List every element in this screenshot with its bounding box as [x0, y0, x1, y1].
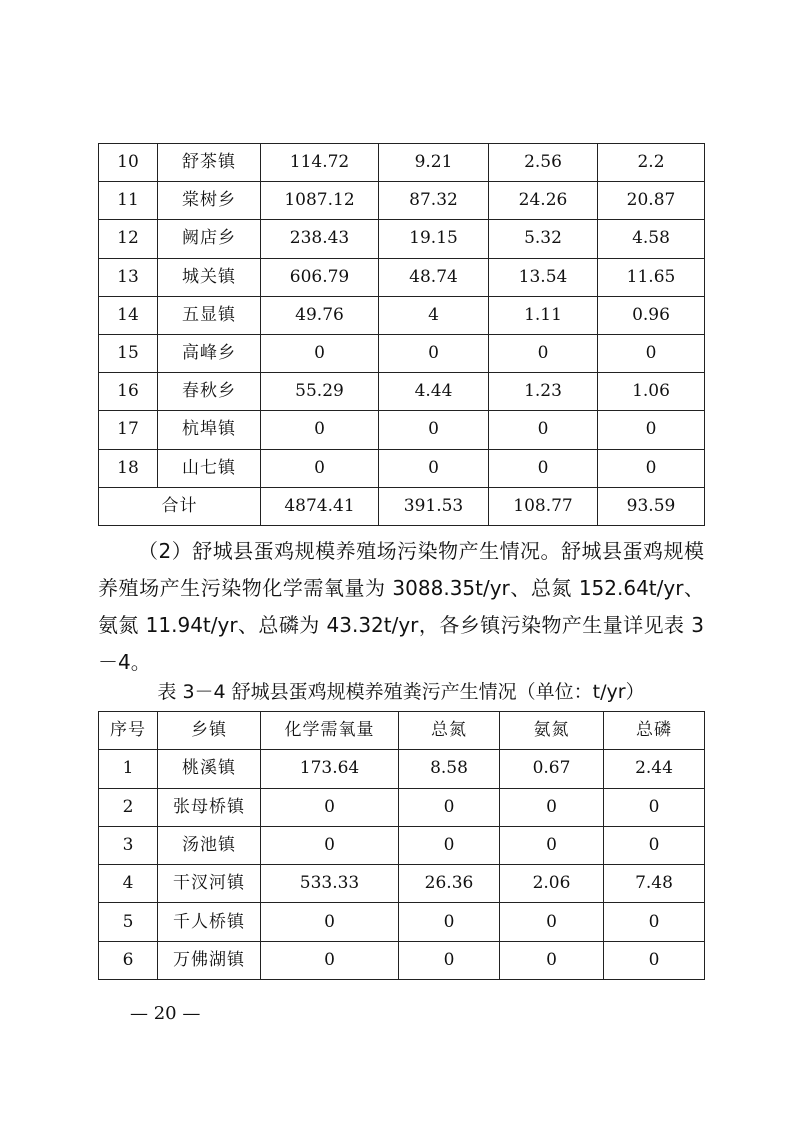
table-cell: 张母桥镇 [158, 788, 261, 826]
table-row [99, 449, 705, 487]
table-cell: 桃溪镇 [158, 750, 261, 788]
table-cell: 0 [261, 941, 399, 979]
table-caption: 表 3－4 舒城县蛋鸡规模养殖粪污产生情况（单位：t/yr） [157, 681, 645, 703]
table-cell: 0 [500, 941, 604, 979]
table-cell: 48.74 [379, 258, 489, 296]
table-cell: 18 [99, 449, 158, 487]
table-cell: 棠树乡 [158, 182, 261, 220]
table-cell: 9.21 [379, 144, 489, 182]
table-cell: 城关镇 [158, 258, 261, 296]
table-row [99, 296, 705, 334]
table-cell: 7.48 [604, 865, 705, 903]
table-cell: 4 [379, 296, 489, 334]
table-cell: 高峰乡 [158, 334, 261, 372]
table-cell: 0 [261, 826, 399, 864]
table-cell: 15 [99, 334, 158, 372]
table-cell: 舒茶镇 [158, 144, 261, 182]
table-row [99, 903, 705, 941]
table-cell: 8.58 [399, 750, 500, 788]
table-cell: 汤池镇 [158, 826, 261, 864]
table-cell: 序号 [99, 712, 158, 750]
table-cell: 2.56 [489, 144, 598, 182]
table-cell: 0 [500, 788, 604, 826]
table-cell: 干汊河镇 [158, 865, 261, 903]
table-cell: 2 [99, 788, 158, 826]
table-cell: 26.36 [399, 865, 500, 903]
table-cell: 万佛湖镇 [158, 941, 261, 979]
table-cell: 11.65 [598, 258, 705, 296]
table-cell: 14 [99, 296, 158, 334]
table-cell: 0 [500, 903, 604, 941]
table-cell: 238.43 [261, 220, 379, 258]
table-cell: 114.72 [261, 144, 379, 182]
table-cell: 0 [261, 449, 379, 487]
total-row [99, 487, 705, 525]
table-cell: 10 [99, 144, 158, 182]
table-cell: 0 [604, 788, 705, 826]
table-row [99, 220, 705, 258]
table-cell: 93.59 [598, 487, 705, 525]
table-cell: 杭埠镇 [158, 411, 261, 449]
table-row [99, 865, 705, 903]
table-cell: 3 [99, 826, 158, 864]
table-cell: 0 [261, 334, 379, 372]
table-cell: 55.29 [261, 373, 379, 411]
total-label: 合计 [99, 487, 261, 525]
table-cell: 1 [99, 750, 158, 788]
table-cell: 5.32 [489, 220, 598, 258]
table-cell: 0 [261, 411, 379, 449]
table-cell: 17 [99, 411, 158, 449]
table-cell: 1.11 [489, 296, 598, 334]
table-cell: 总磷 [604, 712, 705, 750]
table-cell: 606.79 [261, 258, 379, 296]
table-row [99, 750, 705, 788]
table-cell: 0 [261, 788, 399, 826]
table-cell: 4 [99, 865, 158, 903]
table-cell: 乡镇 [158, 712, 261, 750]
table-cell: 13 [99, 258, 158, 296]
table-cell: 16 [99, 373, 158, 411]
table-cell: 五显镇 [158, 296, 261, 334]
table-cell: 108.77 [489, 487, 598, 525]
table-row [99, 182, 705, 220]
table-cell: 1.06 [598, 373, 705, 411]
table-cell: 0 [399, 941, 500, 979]
table-cell: 0 [500, 826, 604, 864]
table-row [99, 411, 705, 449]
table-cell: 12 [99, 220, 158, 258]
table-cell: 4.58 [598, 220, 705, 258]
table-cell: 0 [598, 411, 705, 449]
table-cell: 阙店乡 [158, 220, 261, 258]
table-cell: 0 [379, 411, 489, 449]
table-cell: 1087.12 [261, 182, 379, 220]
pollution-table-continued [98, 143, 705, 526]
table-cell: 0 [399, 903, 500, 941]
table-cell: 87.32 [379, 182, 489, 220]
table-cell: 总氮 [399, 712, 500, 750]
table-cell: 24.26 [489, 182, 598, 220]
table-cell: 0 [489, 449, 598, 487]
table-cell: 19.15 [379, 220, 489, 258]
table-cell: 2.2 [598, 144, 705, 182]
table-cell: 173.64 [261, 750, 399, 788]
table-cell: 0 [379, 334, 489, 372]
table-cell: 0 [489, 334, 598, 372]
table-cell: 0 [598, 449, 705, 487]
table-cell: 533.33 [261, 865, 399, 903]
table-cell: 0 [399, 788, 500, 826]
table-header-row [99, 712, 705, 750]
page-number: — 20 — [130, 1003, 201, 1024]
table-cell: 1.23 [489, 373, 598, 411]
table-cell: 0 [261, 903, 399, 941]
table-cell: 0 [489, 411, 598, 449]
table-cell: 0 [604, 826, 705, 864]
table-cell: 0 [598, 334, 705, 372]
table-cell: 2.44 [604, 750, 705, 788]
table-cell: 氨氮 [500, 712, 604, 750]
table-cell: 0.96 [598, 296, 705, 334]
table-cell: 0.67 [500, 750, 604, 788]
table-row [99, 334, 705, 372]
table-cell: 0 [604, 903, 705, 941]
table-row [99, 788, 705, 826]
table-cell: 4874.41 [261, 487, 379, 525]
paragraph-text: （2）舒城县蛋鸡规模养殖场污染物产生情况。舒城县蛋鸡规模养殖场产生污染物化学需氧量为 3088.35t/yr、总氮 152.64t/yr、氨氮 11.94t/yr、总磷为 43.32t/yr，各乡镇污染物产生量详见表 3－4。 [98, 539, 704, 674]
table-cell: 11 [99, 182, 158, 220]
table-row [99, 373, 705, 411]
body-paragraph [98, 533, 704, 681]
table-cell: 2.06 [500, 865, 604, 903]
table-cell: 391.53 [379, 487, 489, 525]
table-cell: 0 [379, 449, 489, 487]
table-row [99, 144, 705, 182]
table-cell: 化学需氧量 [261, 712, 399, 750]
table-cell: 6 [99, 941, 158, 979]
table-cell: 13.54 [489, 258, 598, 296]
table-row [99, 941, 705, 979]
table-row [99, 258, 705, 296]
table-cell: 千人桥镇 [158, 903, 261, 941]
table-cell: 4.44 [379, 373, 489, 411]
table-row [99, 826, 705, 864]
table-cell: 49.76 [261, 296, 379, 334]
egg-chicken-pollution-table [98, 711, 705, 980]
table-cell: 山七镇 [158, 449, 261, 487]
table-cell: 0 [399, 826, 500, 864]
table-cell: 0 [604, 941, 705, 979]
table-cell: 20.87 [598, 182, 705, 220]
table-cell: 5 [99, 903, 158, 941]
table-cell: 春秋乡 [158, 373, 261, 411]
